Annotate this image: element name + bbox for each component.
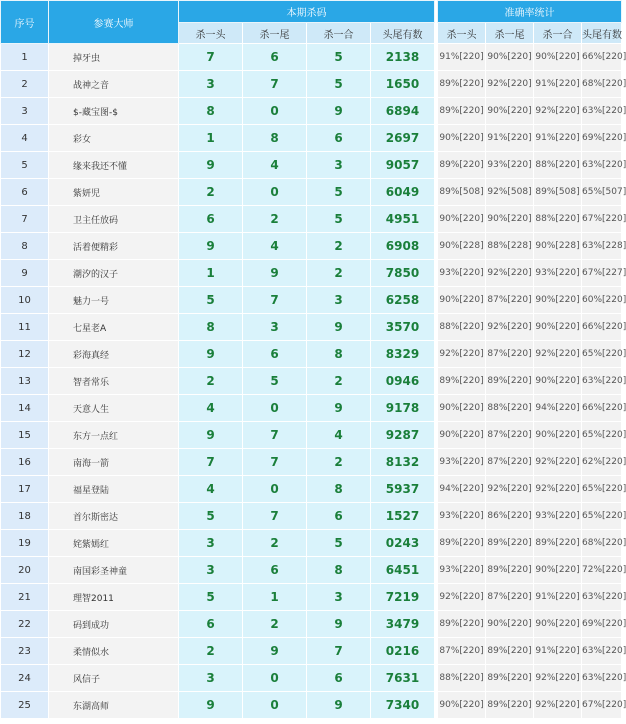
kill-sum-value: 2	[307, 449, 371, 476]
master-name: $-藏宝图-$	[49, 98, 179, 125]
kill-sum-accuracy: 94%[220]	[534, 395, 582, 422]
kill-head-value: 8	[179, 314, 243, 341]
row-index: 3	[1, 98, 49, 125]
header-row	[1, 1, 622, 23]
master-name: 理智2011	[49, 584, 179, 611]
kill-sum-accuracy: 91%[220]	[534, 125, 582, 152]
kill-head-value: 3	[179, 71, 243, 98]
table-row	[1, 71, 622, 98]
table-row	[1, 260, 622, 287]
kill-tail-accuracy: 91%[220]	[486, 125, 534, 152]
row-index: 21	[1, 584, 49, 611]
master-name: 战神之音	[49, 71, 179, 98]
table-row	[1, 476, 622, 503]
head-tail-accuracy: 67%[227]	[582, 260, 622, 287]
kill-sum-accuracy: 92%[220]	[534, 449, 582, 476]
head-tail-accuracy: 67%[220]	[582, 206, 622, 233]
row-index: 15	[1, 422, 49, 449]
head-tail-digits-value: 6451	[371, 557, 435, 584]
kill-sum-value: 9	[307, 611, 371, 638]
head-tail-accuracy: 65%[220]	[582, 503, 622, 530]
kill-sum-value: 6	[307, 503, 371, 530]
head-tail-accuracy: 62%[220]	[582, 449, 622, 476]
master-name: 首尔斯密达	[49, 503, 179, 530]
master-name: 东湖高师	[49, 692, 179, 719]
head-tail-digits-value: 6908	[371, 233, 435, 260]
master-name: 掉牙虫	[49, 44, 179, 71]
table-row	[1, 422, 622, 449]
kill-tail-value: 0	[243, 692, 307, 719]
kill-tail-value: 6	[243, 557, 307, 584]
kill-sum-accuracy: 93%[220]	[534, 260, 582, 287]
table-row	[1, 638, 622, 665]
header-master: 参赛大师	[49, 1, 179, 44]
subheader-stat-kill-sum: 杀一合	[534, 23, 582, 44]
kill-tail-accuracy: 89%[220]	[486, 530, 534, 557]
master-name: 福星登陆	[49, 476, 179, 503]
kill-sum-accuracy: 92%[220]	[534, 692, 582, 719]
kill-tail-accuracy: 92%[220]	[486, 71, 534, 98]
kill-sum-accuracy: 90%[220]	[534, 611, 582, 638]
head-tail-digits-value: 0946	[371, 368, 435, 395]
kill-head-accuracy: 90%[220]	[438, 125, 486, 152]
row-index: 5	[1, 152, 49, 179]
kill-sum-value: 5	[307, 44, 371, 71]
table-row	[1, 233, 622, 260]
kill-sum-value: 9	[307, 314, 371, 341]
kill-head-value: 5	[179, 503, 243, 530]
kill-sum-accuracy: 93%[220]	[534, 503, 582, 530]
kill-head-accuracy: 88%[220]	[438, 665, 486, 692]
subheader-kill-head: 杀一头	[179, 23, 243, 44]
row-index: 8	[1, 233, 49, 260]
head-tail-digits-value: 6258	[371, 287, 435, 314]
kill-head-accuracy: 89%[220]	[438, 368, 486, 395]
kill-tail-accuracy: 89%[220]	[486, 665, 534, 692]
kill-tail-value: 4	[243, 152, 307, 179]
kill-head-value: 8	[179, 98, 243, 125]
kill-sum-accuracy: 90%[220]	[534, 44, 582, 71]
kill-sum-value: 3	[307, 584, 371, 611]
kill-tail-accuracy: 87%[220]	[486, 449, 534, 476]
table-row	[1, 449, 622, 476]
head-tail-digits-value: 4951	[371, 206, 435, 233]
kill-sum-accuracy: 91%[220]	[534, 638, 582, 665]
master-name: 彩海真经	[49, 341, 179, 368]
kill-tail-value: 2	[243, 611, 307, 638]
head-tail-digits-value: 7340	[371, 692, 435, 719]
kill-tail-accuracy: 90%[220]	[486, 98, 534, 125]
table-row	[1, 206, 622, 233]
subheader-stat-head-tail: 头尾有数	[582, 23, 622, 44]
head-tail-accuracy: 63%[228]	[582, 233, 622, 260]
master-name: 智者常乐	[49, 368, 179, 395]
master-name: 七星老A	[49, 314, 179, 341]
head-tail-digits-value: 7850	[371, 260, 435, 287]
kill-tail-value: 0	[243, 179, 307, 206]
kill-sum-value: 2	[307, 260, 371, 287]
head-tail-accuracy: 66%[220]	[582, 314, 622, 341]
master-name: 天意人生	[49, 395, 179, 422]
kill-head-value: 9	[179, 233, 243, 260]
row-index: 22	[1, 611, 49, 638]
head-tail-digits-value: 6894	[371, 98, 435, 125]
kill-sum-accuracy: 89%[508]	[534, 179, 582, 206]
row-index: 6	[1, 179, 49, 206]
row-index: 23	[1, 638, 49, 665]
master-name: 姹紫嫣红	[49, 530, 179, 557]
kill-head-value: 3	[179, 665, 243, 692]
kill-sum-accuracy: 92%[220]	[534, 476, 582, 503]
kill-tail-accuracy: 89%[220]	[486, 557, 534, 584]
master-name: 潮汐的汉子	[49, 260, 179, 287]
table-row	[1, 611, 622, 638]
row-index: 17	[1, 476, 49, 503]
head-tail-accuracy: 69%[220]	[582, 125, 622, 152]
head-tail-accuracy: 67%[220]	[582, 692, 622, 719]
kill-head-accuracy: 89%[220]	[438, 530, 486, 557]
kill-tail-value: 9	[243, 638, 307, 665]
kill-head-accuracy: 90%[220]	[438, 287, 486, 314]
kill-sum-value: 5	[307, 530, 371, 557]
row-index: 20	[1, 557, 49, 584]
head-tail-accuracy: 65%[220]	[582, 422, 622, 449]
master-name: 紫妍児	[49, 179, 179, 206]
kill-sum-accuracy: 91%[220]	[534, 584, 582, 611]
head-tail-accuracy: 65%[507]	[582, 179, 622, 206]
master-name: 卫主任放码	[49, 206, 179, 233]
kill-tail-value: 7	[243, 503, 307, 530]
kill-tail-value: 6	[243, 44, 307, 71]
table-row	[1, 152, 622, 179]
kill-head-accuracy: 90%[220]	[438, 692, 486, 719]
kill-tail-value: 5	[243, 368, 307, 395]
head-tail-accuracy: 63%[220]	[582, 368, 622, 395]
kill-head-value: 2	[179, 179, 243, 206]
kill-head-value: 3	[179, 557, 243, 584]
subheader-stat-kill-tail: 杀一尾	[486, 23, 534, 44]
head-tail-accuracy: 63%[220]	[582, 665, 622, 692]
head-tail-accuracy: 63%[220]	[582, 638, 622, 665]
kill-tail-accuracy: 88%[228]	[486, 233, 534, 260]
kill-head-accuracy: 90%[220]	[438, 206, 486, 233]
master-name: 南海一箭	[49, 449, 179, 476]
kill-tail-value: 2	[243, 206, 307, 233]
head-tail-digits-value: 1650	[371, 71, 435, 98]
kill-sum-value: 2	[307, 233, 371, 260]
row-index: 9	[1, 260, 49, 287]
kill-tail-value: 2	[243, 530, 307, 557]
row-index: 16	[1, 449, 49, 476]
kill-sum-accuracy: 90%[220]	[534, 557, 582, 584]
head-tail-digits-value: 9057	[371, 152, 435, 179]
row-index: 1	[1, 44, 49, 71]
head-tail-digits-value: 2697	[371, 125, 435, 152]
kill-tail-accuracy: 87%[220]	[486, 341, 534, 368]
head-tail-digits-value: 0243	[371, 530, 435, 557]
kill-tail-accuracy: 90%[220]	[486, 611, 534, 638]
kill-tail-accuracy: 90%[220]	[486, 206, 534, 233]
kill-head-value: 7	[179, 449, 243, 476]
subheader-stat-kill-head: 杀一头	[438, 23, 486, 44]
row-index: 10	[1, 287, 49, 314]
head-tail-digits-value: 7219	[371, 584, 435, 611]
kill-sum-value: 6	[307, 665, 371, 692]
kill-sum-value: 3	[307, 287, 371, 314]
head-tail-digits-value: 7631	[371, 665, 435, 692]
row-index: 19	[1, 530, 49, 557]
kill-sum-accuracy: 90%[220]	[534, 287, 582, 314]
kill-head-accuracy: 92%[220]	[438, 341, 486, 368]
head-tail-accuracy: 72%[220]	[582, 557, 622, 584]
row-index: 4	[1, 125, 49, 152]
row-index: 24	[1, 665, 49, 692]
kill-tail-value: 7	[243, 287, 307, 314]
kill-sum-value: 2	[307, 368, 371, 395]
master-name: 码到成功	[49, 611, 179, 638]
kill-head-accuracy: 89%[220]	[438, 98, 486, 125]
kill-head-value: 1	[179, 260, 243, 287]
kill-tail-value: 0	[243, 665, 307, 692]
kill-tail-accuracy: 87%[220]	[486, 584, 534, 611]
table-row	[1, 395, 622, 422]
kill-sum-value: 8	[307, 476, 371, 503]
kill-head-value: 6	[179, 206, 243, 233]
master-name: 缘来我还不懂	[49, 152, 179, 179]
head-tail-digits-value: 8132	[371, 449, 435, 476]
master-name: 南国彩圣神童	[49, 557, 179, 584]
kill-head-accuracy: 90%[228]	[438, 233, 486, 260]
kill-tail-accuracy: 93%[220]	[486, 152, 534, 179]
kill-sum-value: 9	[307, 395, 371, 422]
row-index: 12	[1, 341, 49, 368]
kill-sum-accuracy: 89%[220]	[534, 530, 582, 557]
kill-sum-accuracy: 88%[220]	[534, 152, 582, 179]
kill-sum-accuracy: 92%[220]	[534, 665, 582, 692]
table-row	[1, 314, 622, 341]
kill-head-value: 1	[179, 125, 243, 152]
head-tail-accuracy: 63%[220]	[582, 584, 622, 611]
head-tail-accuracy: 65%[220]	[582, 341, 622, 368]
head-tail-digits-value: 9178	[371, 395, 435, 422]
kill-head-accuracy: 93%[220]	[438, 260, 486, 287]
kill-head-accuracy: 90%[220]	[438, 422, 486, 449]
head-tail-accuracy: 63%[220]	[582, 98, 622, 125]
head-tail-digits-value: 2138	[371, 44, 435, 71]
kill-sum-value: 5	[307, 71, 371, 98]
kill-sum-value: 4	[307, 422, 371, 449]
table-row	[1, 368, 622, 395]
kill-tail-accuracy: 88%[220]	[486, 395, 534, 422]
row-index: 7	[1, 206, 49, 233]
head-tail-digits-value: 1527	[371, 503, 435, 530]
kill-sum-value: 5	[307, 206, 371, 233]
kill-head-value: 9	[179, 692, 243, 719]
kill-head-accuracy: 93%[220]	[438, 449, 486, 476]
kill-sum-accuracy: 92%[220]	[534, 341, 582, 368]
kill-sum-value: 6	[307, 125, 371, 152]
kill-head-accuracy: 90%[220]	[438, 395, 486, 422]
kill-head-value: 3	[179, 530, 243, 557]
kill-sum-value: 9	[307, 98, 371, 125]
row-index: 18	[1, 503, 49, 530]
head-tail-digits-value: 3479	[371, 611, 435, 638]
kill-tail-value: 7	[243, 71, 307, 98]
kill-sum-accuracy: 91%[220]	[534, 71, 582, 98]
kill-tail-accuracy: 87%[220]	[486, 287, 534, 314]
table-row	[1, 665, 622, 692]
kill-tail-value: 9	[243, 260, 307, 287]
master-name: 柔情似水	[49, 638, 179, 665]
row-index: 25	[1, 692, 49, 719]
head-tail-digits-value: 3570	[371, 314, 435, 341]
table-body	[1, 44, 626, 719]
kill-head-value: 9	[179, 152, 243, 179]
kill-head-value: 5	[179, 287, 243, 314]
kill-head-value: 2	[179, 368, 243, 395]
table-row	[1, 125, 622, 152]
kill-sum-value: 3	[307, 152, 371, 179]
kill-tail-accuracy: 86%[220]	[486, 503, 534, 530]
kill-head-accuracy: 93%[220]	[438, 557, 486, 584]
table-row	[1, 584, 622, 611]
kill-tail-accuracy: 89%[220]	[486, 368, 534, 395]
kill-tail-value: 7	[243, 449, 307, 476]
master-name: 东方一点红	[49, 422, 179, 449]
master-name: 活着便精彩	[49, 233, 179, 260]
head-tail-digits-value: 0216	[371, 638, 435, 665]
kill-sum-value: 8	[307, 341, 371, 368]
kill-head-accuracy: 89%[220]	[438, 71, 486, 98]
head-tail-digits-value: 9287	[371, 422, 435, 449]
kill-sum-value: 8	[307, 557, 371, 584]
header-current-kill: 本期杀码	[179, 1, 435, 23]
row-index: 14	[1, 395, 49, 422]
head-tail-digits-value: 5937	[371, 476, 435, 503]
subheader-kill-tail: 杀一尾	[243, 23, 307, 44]
kill-sum-accuracy: 90%[220]	[534, 422, 582, 449]
master-name: 风信子	[49, 665, 179, 692]
header-index: 序号	[1, 1, 49, 44]
kill-tail-value: 0	[243, 98, 307, 125]
kill-tail-accuracy: 89%[220]	[486, 638, 534, 665]
kill-head-accuracy: 93%[220]	[438, 503, 486, 530]
kill-tail-value: 3	[243, 314, 307, 341]
kill-head-value: 7	[179, 44, 243, 71]
kill-head-accuracy: 87%[220]	[438, 638, 486, 665]
kill-head-value: 2	[179, 638, 243, 665]
kill-tail-value: 6	[243, 341, 307, 368]
kill-head-accuracy: 89%[508]	[438, 179, 486, 206]
table-row	[1, 287, 622, 314]
head-tail-accuracy: 68%[220]	[582, 530, 622, 557]
kill-head-accuracy: 89%[220]	[438, 611, 486, 638]
kill-tail-value: 0	[243, 395, 307, 422]
kill-head-value: 5	[179, 584, 243, 611]
head-tail-accuracy: 65%[220]	[582, 476, 622, 503]
head-tail-accuracy: 66%[220]	[582, 395, 622, 422]
kill-tail-value: 7	[243, 422, 307, 449]
kill-head-value: 9	[179, 341, 243, 368]
kill-tail-accuracy: 92%[508]	[486, 179, 534, 206]
kill-tail-accuracy: 92%[220]	[486, 476, 534, 503]
subheader-kill-sum: 杀一合	[307, 23, 371, 44]
kill-sum-accuracy: 90%[220]	[534, 368, 582, 395]
subheader-head-tail: 头尾有数	[371, 23, 435, 44]
kill-sum-accuracy: 92%[220]	[534, 98, 582, 125]
table-row	[1, 530, 622, 557]
kill-head-value: 4	[179, 476, 243, 503]
head-tail-digits-value: 8329	[371, 341, 435, 368]
head-tail-accuracy: 68%[220]	[582, 71, 622, 98]
header-accuracy-stats: 准确率统计	[438, 1, 622, 23]
kill-sum-value: 5	[307, 179, 371, 206]
table-row	[1, 692, 622, 719]
kill-head-accuracy: 89%[220]	[438, 152, 486, 179]
head-tail-accuracy: 69%[220]	[582, 611, 622, 638]
row-index: 11	[1, 314, 49, 341]
kill-sum-value: 9	[307, 692, 371, 719]
kill-tail-value: 0	[243, 476, 307, 503]
head-tail-accuracy: 63%[220]	[582, 152, 622, 179]
kill-tail-accuracy: 90%[220]	[486, 44, 534, 71]
kill-tail-accuracy: 92%[220]	[486, 260, 534, 287]
kill-head-value: 9	[179, 422, 243, 449]
table-row	[1, 557, 622, 584]
kill-sum-accuracy: 90%[228]	[534, 233, 582, 260]
row-index: 13	[1, 368, 49, 395]
kill-tail-value: 1	[243, 584, 307, 611]
kill-sum-accuracy: 88%[220]	[534, 206, 582, 233]
kill-head-accuracy: 94%[220]	[438, 476, 486, 503]
kill-sum-value: 7	[307, 638, 371, 665]
kill-sum-accuracy: 90%[220]	[534, 314, 582, 341]
table-row	[1, 98, 622, 125]
table-row	[1, 44, 622, 71]
kill-tail-value: 4	[243, 233, 307, 260]
head-tail-accuracy: 60%[220]	[582, 287, 622, 314]
kill-tail-accuracy: 87%[220]	[486, 422, 534, 449]
master-name: 彩女	[49, 125, 179, 152]
kill-head-value: 4	[179, 395, 243, 422]
kill-head-value: 6	[179, 611, 243, 638]
table-row	[1, 341, 622, 368]
table-row	[1, 503, 622, 530]
table-row	[1, 179, 622, 206]
kill-tail-accuracy: 89%[220]	[486, 692, 534, 719]
kill-tail-value: 8	[243, 125, 307, 152]
kill-head-accuracy: 91%[220]	[438, 44, 486, 71]
row-index: 2	[1, 71, 49, 98]
master-name: 魅力一号	[49, 287, 179, 314]
head-tail-digits-value: 6049	[371, 179, 435, 206]
kill-head-accuracy: 92%[220]	[438, 584, 486, 611]
kill-head-accuracy: 88%[220]	[438, 314, 486, 341]
head-tail-accuracy: 66%[220]	[582, 44, 622, 71]
kill-tail-accuracy: 92%[220]	[486, 314, 534, 341]
